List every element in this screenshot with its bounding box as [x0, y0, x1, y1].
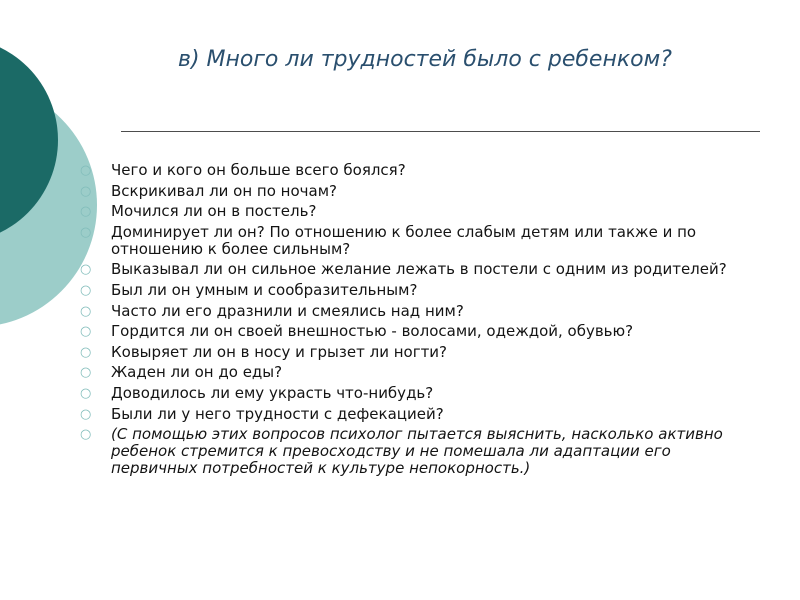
circle-bullet-icon: ○: [80, 427, 92, 443]
list-item-text: Был ли он умным и сообразительным?: [111, 280, 418, 299]
list-item-text: Мочился ли он в постель?: [111, 202, 317, 221]
list-item-text: Вскрикивал ли он по ночам?: [111, 181, 337, 200]
list-item-text: Часто ли его дразнили и смеялись над ним?: [111, 301, 464, 320]
list-item: [80, 323, 760, 340]
list-item: [80, 162, 760, 179]
list-item: [80, 282, 760, 299]
list-item-text: Были ли у него трудности с дефекацией?: [111, 404, 444, 423]
list-item-text: (С помощью этих вопросов психолог пытается выяснить, насколько активно ребенок стремится к превосходству и не помешала ли адаптации его первичных потребностей к культуре непокорность.): [111, 425, 723, 478]
list-item-text: Доминирует ли он? По отношению к более слабым детям или также и по отношению к более сильным?: [111, 222, 697, 258]
circle-bullet-icon: ○: [80, 262, 92, 278]
list-item-text: Гордится ли он своей внешностью - волосами, одеждой, обувью?: [111, 322, 634, 341]
circle-bullet-icon: ○: [80, 344, 92, 360]
list-item-text: Выказывал ли он сильное желание лежать в постели с одним из родителей?: [111, 260, 727, 279]
list-item: [80, 385, 760, 402]
list-item: [80, 203, 760, 220]
circle-bullet-icon: ○: [80, 303, 92, 319]
circle-bullet-icon: ○: [80, 406, 92, 422]
list-item-text: Чего и кого он больше всего боялся?: [111, 161, 406, 179]
list-item-text: Ковыряет ли он в носу и грызет ли ногти?: [111, 342, 448, 361]
list-item: [80, 303, 760, 320]
list-item-text: Жаден ли он до еды?: [111, 363, 283, 382]
list-item: [80, 261, 760, 278]
list-item: [80, 406, 760, 423]
title-divider: [121, 131, 760, 132]
list-item-text: Доводилось ли ему украсть что-нибудь?: [111, 383, 434, 402]
circle-bullet-icon: ○: [80, 324, 92, 340]
circle-bullet-icon: ○: [80, 183, 92, 199]
circle-bullet-icon: ○: [80, 163, 92, 178]
question-list: [80, 162, 760, 481]
list-item: [80, 224, 760, 258]
slide-title: в) Много ли трудностей было с ребенком?: [178, 47, 672, 72]
list-item: [80, 344, 760, 361]
list-item: [80, 364, 760, 381]
circle-bullet-icon: ○: [80, 365, 92, 381]
circle-bullet-icon: ○: [80, 204, 92, 220]
circle-bullet-icon: ○: [80, 224, 92, 240]
circle-bullet-icon: ○: [80, 385, 92, 401]
list-item: [80, 183, 760, 200]
list-item-note: [80, 426, 760, 477]
circle-bullet-icon: ○: [80, 282, 92, 298]
